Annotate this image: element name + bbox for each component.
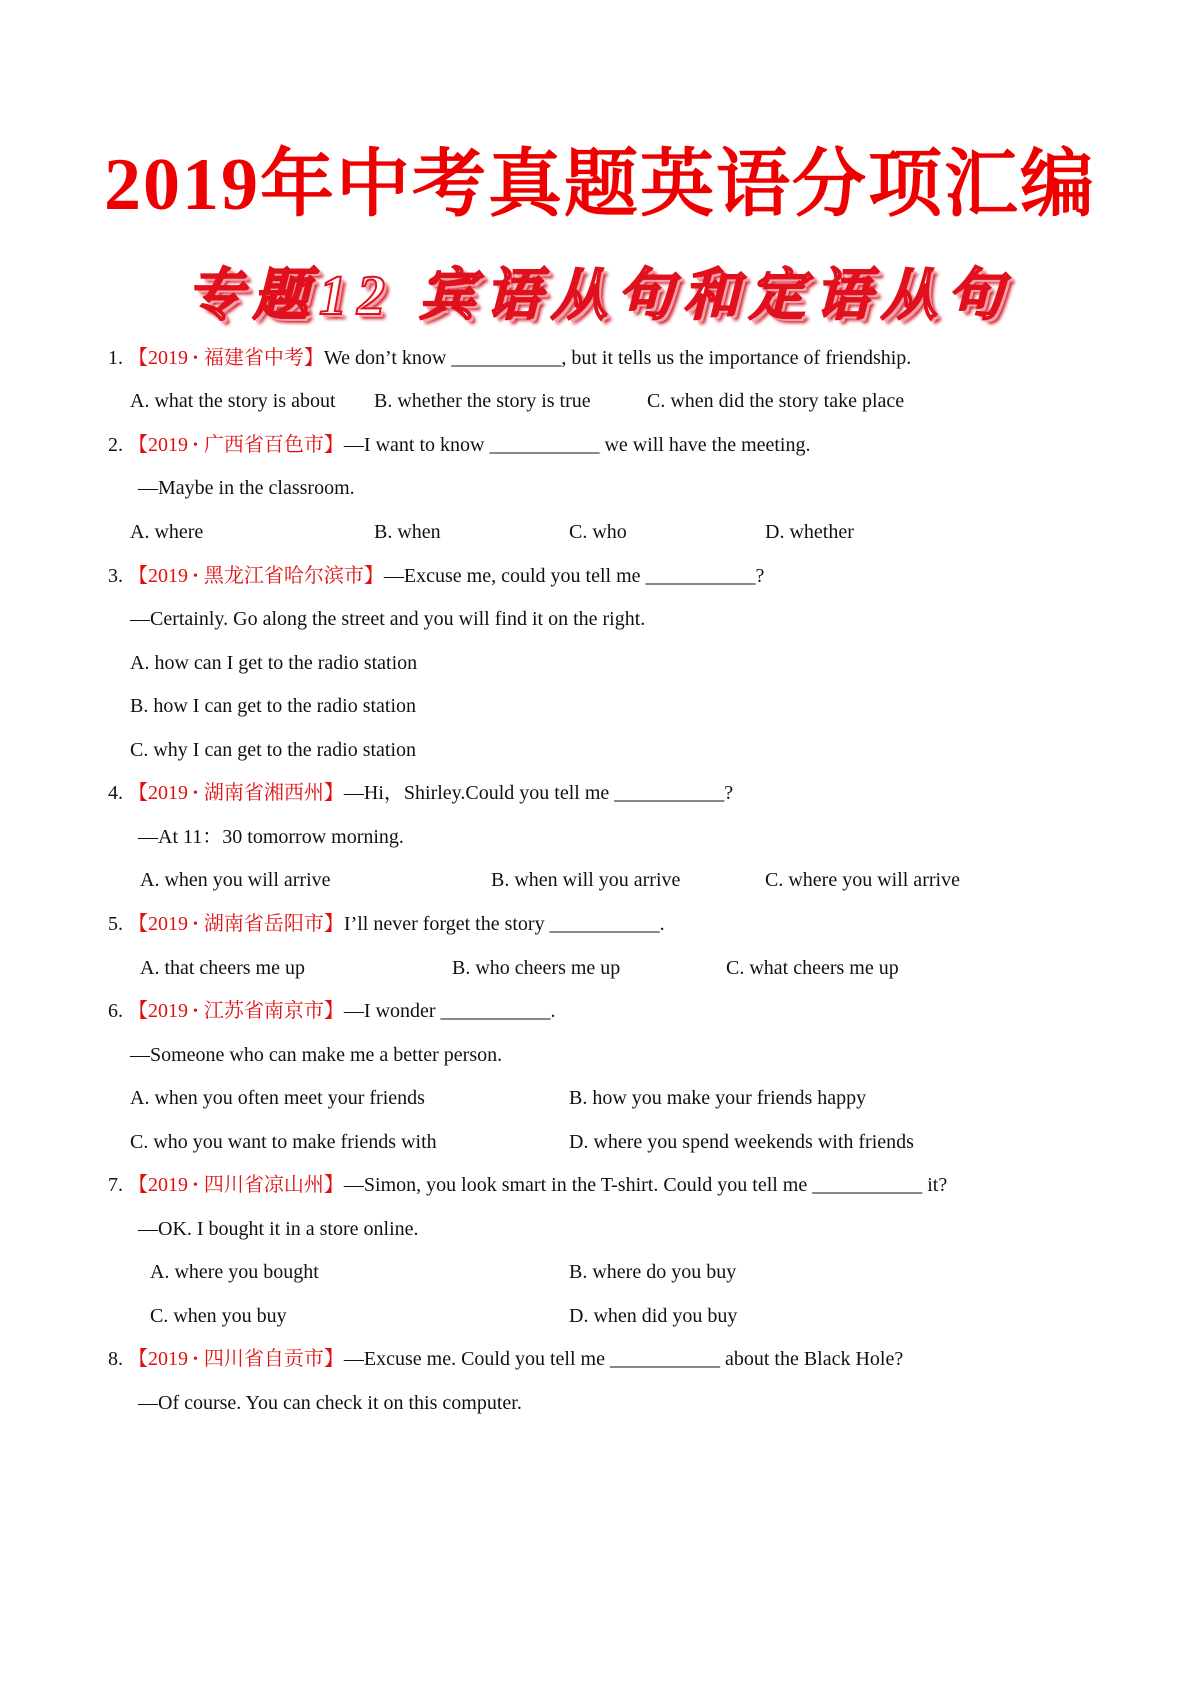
option-5b: B. who cheers me up [452,957,621,979]
question-source-tag: 【2019 • 四川省自贡市】 [128,1348,344,1370]
question-number: 5. [108,913,123,935]
question-number: 2. [108,434,123,456]
question-text: —Excuse me, could you tell me ___________? [383,565,765,587]
question-number: 4. [108,782,123,804]
question-2 [108,433,811,458]
question-8 [108,1347,904,1372]
question-number: 8. [108,1348,123,1370]
option-7c: C. when you buy [150,1305,287,1327]
option-4c: C. where you will arrive [765,869,960,891]
question-text: —I want to know ___________ we will have the meeting. [343,434,811,456]
option-7d: D. when did you buy [569,1305,738,1327]
option-4b: B. when will you arrive [491,869,681,891]
option-6a: A. when you often meet your friends [130,1087,425,1109]
reply-6: —Someone who can make me a better person. [130,1044,503,1066]
question-source-tag: 【2019 • 黑龙江省哈尔滨市】 [128,565,384,587]
option-5a: A. that cheers me up [140,957,305,979]
question-text: —Excuse me. Could you tell me ___________ about the Black Hole? [343,1348,904,1370]
question-source-tag: 【2019 • 湖南省湘西州】 [128,782,344,804]
option-3b: B. how I can get to the radio station [130,695,417,717]
question-text: I’ll never forget the story ___________. [343,913,665,935]
question-7 [108,1173,948,1198]
option-2a: A. where [130,521,204,543]
question-4 [108,781,734,806]
option-1a: A. what the story is about [130,390,336,412]
question-text: —I wonder ___________. [343,1000,556,1022]
option-7b: B. where do you buy [569,1261,737,1283]
option-5c: C. what cheers me up [726,957,899,979]
option-2c: C. who [569,521,627,543]
reply-7: —OK. I bought it in a store online. [138,1218,419,1240]
reply-3: —Certainly. Go along the street and you will find it on the right. [130,608,646,630]
question-source-tag: 【2019 • 江苏省南京市】 [128,1000,344,1022]
question-source-tag: 【2019 • 四川省凉山州】 [128,1174,344,1196]
question-6 [108,999,556,1024]
option-4a: A. when you will arrive [140,869,331,891]
option-6b: B. how you make your friends happy [569,1087,867,1109]
option-2b: B. when [374,521,441,543]
question-text: —Hi，Shirley.Could you tell me ___________? [343,782,734,804]
option-1c: C. when did the story take place [647,390,905,412]
option-6d: D. where you spend weekends with friends [569,1131,914,1153]
question-number: 1. [108,347,123,369]
option-6c: C. who you want to make friends with [130,1131,437,1153]
question-text: —Simon, you look smart in the T-shirt. Could you tell me ___________ it? [343,1174,948,1196]
reply-4: —At 11：30 tomorrow morning. [138,826,404,848]
option-3a: A. how can I get to the radio station [130,652,418,674]
page-subtitle: 专题12 宾语从句和定语从句 [187,265,1013,327]
question-number: 3. [108,565,123,587]
page-title: 2019年中考真题英语分项汇编 [104,144,1096,226]
question-source-tag: 【2019 • 广西省百色市】 [128,434,344,456]
option-7a: A. where you bought [150,1261,319,1283]
option-1b: B. whether the story is true [374,390,591,412]
option-3c: C. why I can get to the radio station [130,739,417,761]
question-source-tag: 【2019 • 福建省中考】 [128,347,324,369]
question-number: 6. [108,1000,123,1022]
question-5 [108,912,665,937]
question-1 [108,346,912,371]
reply-8: —Of course. You can check it on this computer. [138,1392,522,1414]
question-number: 7. [108,1174,123,1196]
option-2d: D. whether [765,521,854,543]
question-text: We don’t know ___________, but it tells us the importance of friendship. [323,347,912,369]
question-3 [108,564,765,589]
reply-2: —Maybe in the classroom. [138,477,355,499]
question-source-tag: 【2019 • 湖南省岳阳市】 [128,913,344,935]
